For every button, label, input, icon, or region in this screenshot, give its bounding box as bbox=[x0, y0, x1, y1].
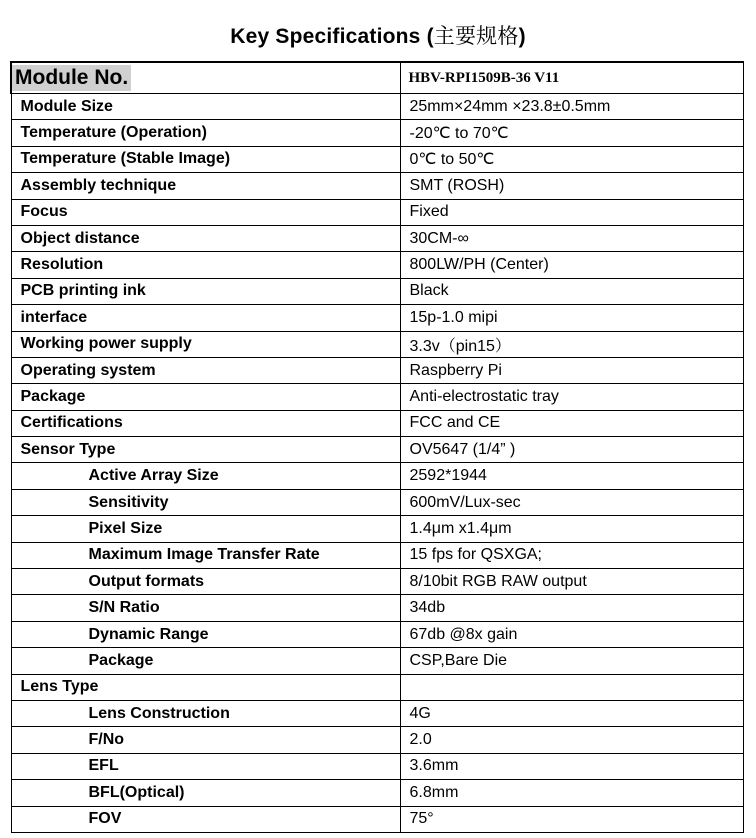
row-value: 67db @8x gain bbox=[400, 621, 743, 647]
row-label bbox=[11, 62, 400, 94]
row-label: Certifications bbox=[11, 410, 400, 436]
row-value: 30CM-∞ bbox=[400, 225, 743, 251]
row-value: -20℃ to 70℃ bbox=[400, 120, 743, 146]
row-value: Anti-electrostatic tray bbox=[400, 384, 743, 410]
row-label: Assembly technique bbox=[11, 173, 400, 199]
row-value: 15 fps for QSXGA; bbox=[400, 542, 743, 568]
table-row bbox=[11, 173, 743, 199]
row-label: Resolution bbox=[11, 252, 400, 278]
row-value bbox=[400, 674, 743, 700]
row-value: 3.3v（pin15） bbox=[400, 331, 743, 357]
table-row bbox=[11, 569, 743, 595]
row-value: 800LW/PH (Center) bbox=[400, 252, 743, 278]
table-row bbox=[11, 252, 743, 278]
row-label: Module Size bbox=[11, 94, 400, 120]
row-label: interface bbox=[11, 305, 400, 331]
row-label: BFL(Optical) bbox=[11, 780, 400, 806]
table-row bbox=[11, 120, 743, 146]
title-cn: 主要规格 bbox=[433, 24, 519, 48]
row-label: Working power supply bbox=[11, 331, 400, 357]
row-value: 2.0 bbox=[400, 727, 743, 753]
row-value: OV5647 (1/4” ) bbox=[400, 437, 743, 463]
row-label: Output formats bbox=[11, 569, 400, 595]
module-no-value: HBV-RPI1509B-36 V11 bbox=[400, 62, 743, 94]
row-value: 600mV/Lux-sec bbox=[400, 489, 743, 515]
row-label: FOV bbox=[11, 806, 400, 832]
row-label: Object distance bbox=[11, 225, 400, 251]
table-row bbox=[11, 595, 743, 621]
table-row-module-no bbox=[11, 62, 743, 94]
row-value: 2592*1944 bbox=[400, 463, 743, 489]
table-row bbox=[11, 806, 743, 832]
row-label: Pixel Size bbox=[11, 516, 400, 542]
row-label: Dynamic Range bbox=[11, 621, 400, 647]
title-main: Key Specifications ( bbox=[230, 25, 434, 48]
table-row bbox=[11, 199, 743, 225]
row-label: Package bbox=[11, 384, 400, 410]
table-row bbox=[11, 542, 743, 568]
row-label: F/No bbox=[11, 727, 400, 753]
table-row bbox=[11, 305, 743, 331]
table-row bbox=[11, 357, 743, 383]
table-row bbox=[11, 225, 743, 251]
table-row bbox=[11, 331, 743, 357]
table-row bbox=[11, 674, 743, 700]
module-no-label: Module No. bbox=[12, 65, 131, 91]
row-label: S/N Ratio bbox=[11, 595, 400, 621]
row-label: Temperature (Operation) bbox=[11, 120, 400, 146]
row-label: Package bbox=[11, 648, 400, 674]
table-row bbox=[11, 648, 743, 674]
row-label: EFL bbox=[11, 753, 400, 779]
row-value: 8/10bit RGB RAW output bbox=[400, 569, 743, 595]
page-title bbox=[0, 20, 756, 50]
row-value: 4G bbox=[400, 700, 743, 726]
table-row bbox=[11, 410, 743, 436]
row-value: 25mm×24mm ×23.8±0.5mm bbox=[400, 94, 743, 120]
spec-table bbox=[10, 61, 744, 833]
row-value: Raspberry Pi bbox=[400, 357, 743, 383]
row-value: 1.4μm x1.4μm bbox=[400, 516, 743, 542]
row-label: Lens Type bbox=[11, 674, 400, 700]
table-row bbox=[11, 278, 743, 304]
row-label: PCB printing ink bbox=[11, 278, 400, 304]
table-row bbox=[11, 146, 743, 172]
row-value: CSP,Bare Die bbox=[400, 648, 743, 674]
row-label: Lens Construction bbox=[11, 700, 400, 726]
table-row bbox=[11, 463, 743, 489]
table-row bbox=[11, 94, 743, 120]
row-label: Maximum Image Transfer Rate bbox=[11, 542, 400, 568]
table-row bbox=[11, 780, 743, 806]
row-value: 15p-1.0 mipi bbox=[400, 305, 743, 331]
row-value: Black bbox=[400, 278, 743, 304]
row-value: 3.6mm bbox=[400, 753, 743, 779]
table-row bbox=[11, 437, 743, 463]
row-value: 0℃ to 50℃ bbox=[400, 146, 743, 172]
table-row bbox=[11, 727, 743, 753]
row-label: Focus bbox=[11, 199, 400, 225]
row-value: FCC and CE bbox=[400, 410, 743, 436]
table-row bbox=[11, 384, 743, 410]
row-value: 6.8mm bbox=[400, 780, 743, 806]
row-value: 34db bbox=[400, 595, 743, 621]
spec-table-body bbox=[11, 62, 743, 832]
row-label: Temperature (Stable Image) bbox=[11, 146, 400, 172]
table-row bbox=[11, 700, 743, 726]
row-value: SMT (ROSH) bbox=[400, 173, 743, 199]
row-label: Sensitivity bbox=[11, 489, 400, 515]
row-value: 75° bbox=[400, 806, 743, 832]
row-value: Fixed bbox=[400, 199, 743, 225]
row-label: Operating system bbox=[11, 357, 400, 383]
table-row bbox=[11, 753, 743, 779]
table-row bbox=[11, 621, 743, 647]
table-row bbox=[11, 516, 743, 542]
row-label: Sensor Type bbox=[11, 437, 400, 463]
table-row bbox=[11, 489, 743, 515]
row-label: Active Array Size bbox=[11, 463, 400, 489]
title-end: ) bbox=[518, 25, 526, 48]
